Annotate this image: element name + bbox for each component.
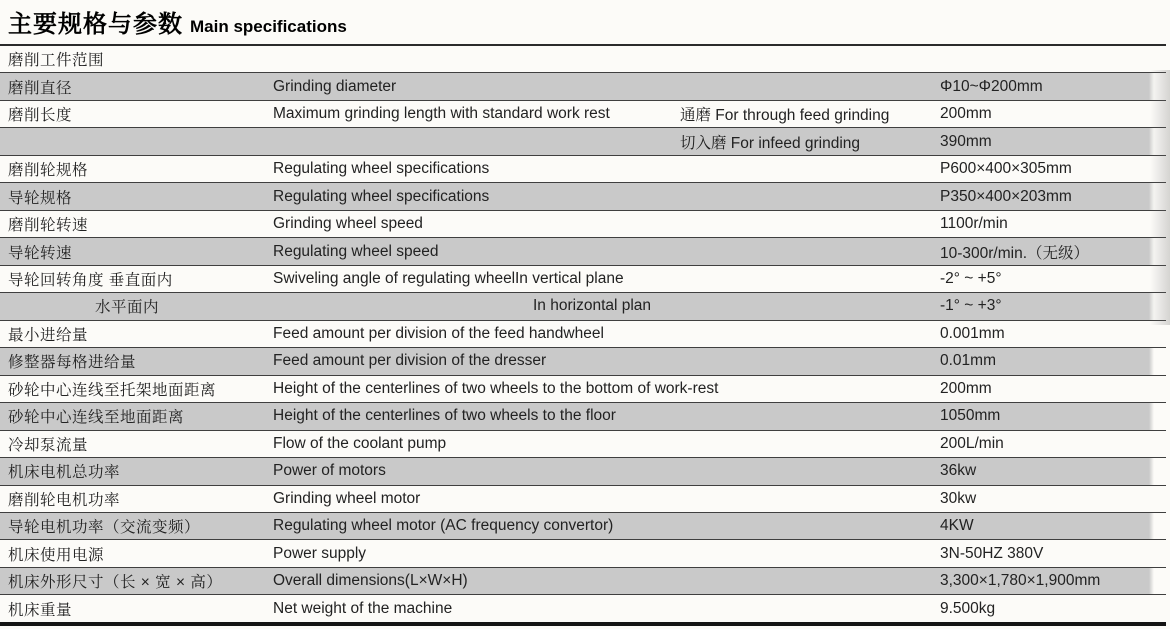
page-title-en: Main specifications: [190, 17, 347, 36]
spec-sub-label: 通磨 For through feed grinding: [680, 107, 890, 125]
spec-label-zh: 机床重量: [8, 601, 73, 619]
spec-label-en: Height of the centerlines of two wheels to the floor: [273, 407, 616, 425]
spec-label-zh: 修整器每格进给量: [8, 354, 137, 372]
spec-row: [0, 348, 1166, 375]
spec-value: 200mm: [940, 105, 992, 123]
spec-value: 3,300×1,780×1,900mm: [940, 572, 1101, 590]
spec-label-zh: 导轮电机功率（交流变频）: [8, 519, 201, 537]
spec-value: 0.01mm: [940, 352, 996, 370]
spec-value: 1050mm: [940, 407, 1001, 425]
spec-row: [0, 73, 1166, 100]
specifications-table: [0, 44, 1166, 626]
spec-row: [0, 403, 1166, 430]
spec-row: [0, 458, 1166, 485]
spec-row: [0, 376, 1166, 403]
spec-row: [0, 211, 1166, 238]
spec-row: [0, 183, 1166, 210]
spec-label-en: Power supply: [273, 544, 367, 562]
spec-value: 10-300r/min.（无级）: [940, 244, 1090, 262]
spec-row: [0, 46, 1166, 73]
spec-label-en: Overall dimensions(L×W×H): [273, 572, 468, 590]
spec-label-zh: 水平面内: [95, 299, 160, 317]
spec-label-zh: 砂轮中心连线至托架地面距离: [8, 381, 217, 399]
spec-label-en: Net weight of the machine: [273, 599, 453, 617]
spec-label-en: Feed amount per division of the dresser: [273, 352, 547, 370]
spec-value: 4KW: [940, 517, 974, 535]
spec-row: [0, 513, 1166, 540]
spec-label-en: Regulating wheel specifications: [273, 187, 490, 205]
spec-value: 390mm: [940, 132, 992, 150]
spec-row: [0, 431, 1166, 458]
spec-row: [0, 540, 1166, 567]
spec-label-en: Flow of the coolant pump: [273, 434, 447, 452]
spec-label-zh: 冷却泵流量: [8, 436, 89, 454]
spec-row: [0, 321, 1166, 348]
spec-label-en: Maximum grinding length with standard work rest: [273, 105, 610, 123]
spec-value: 36kw: [940, 462, 977, 480]
spec-sub-label: In horizontal plan: [533, 297, 652, 315]
spec-label-zh: 磨削长度: [8, 107, 73, 125]
spec-label-zh: 砂轮中心连线至地面距离: [8, 409, 185, 427]
spec-row: [0, 238, 1166, 265]
spec-label-en: Regulating wheel motor (AC frequency convertor): [273, 517, 614, 535]
spec-row: [0, 293, 1166, 320]
spec-label-zh: 磨削轮转速: [8, 217, 89, 235]
spec-row: [0, 156, 1166, 183]
page-title: [8, 4, 347, 39]
spec-sub-label: 切入磨 For infeed grinding: [680, 134, 861, 152]
spec-value: 0.001mm: [940, 324, 1005, 342]
spec-label-zh: 最小进给量: [8, 326, 89, 344]
spec-value: 1100r/min: [940, 215, 1008, 233]
spec-value: Φ10~Φ200mm: [940, 77, 1043, 95]
spec-label-zh: 磨削直径: [8, 79, 73, 97]
spec-label-zh: 磨削工件范围: [8, 52, 105, 70]
spec-row: [0, 266, 1166, 293]
spec-label-en: Height of the centerlines of two wheels to the bottom of work-rest: [273, 379, 719, 397]
spec-value: 200L/min: [940, 434, 1004, 452]
spec-value: 30kw: [940, 489, 977, 507]
spec-label-zh: 导轮回转角度 垂直面内: [8, 271, 173, 289]
spec-label-zh: 磨削轮规格: [8, 162, 89, 180]
spec-label-zh: 导轮规格: [8, 189, 73, 207]
spec-label-en: Regulating wheel specifications: [273, 160, 490, 178]
spec-label-en: Grinding wheel speed: [273, 215, 423, 233]
spec-label-en: Swiveling angle of regulating wheel: [273, 269, 516, 287]
spec-sub-label: In vertical plane: [515, 269, 624, 287]
spec-value: P600×400×305mm: [940, 160, 1072, 178]
spec-label-zh: 机床电机总功率: [8, 464, 121, 482]
spec-label-en: Grinding wheel motor: [273, 489, 421, 507]
spec-value: 200mm: [940, 379, 992, 397]
spec-label-en: Power of motors: [273, 462, 386, 480]
spec-value: P350×400×203mm: [940, 187, 1072, 205]
spec-value: 9.500kg: [940, 599, 996, 617]
spec-label-en: Feed amount per division of the feed handwheel: [273, 324, 604, 342]
spec-row: [0, 595, 1166, 621]
spec-row: [0, 568, 1166, 595]
spec-label-zh: 磨削轮电机功率: [8, 491, 121, 509]
spec-label-en: Grinding diameter: [273, 77, 397, 95]
spec-label-zh: 机床外形尺寸（长 × 宽 × 高）: [8, 574, 223, 592]
spec-row: [0, 128, 1166, 155]
page-title-zh: 主要规格与参数: [8, 11, 183, 38]
spec-label-zh: 机床使用电源: [8, 546, 105, 564]
spec-value: 3N-50HZ 380V: [940, 544, 1044, 562]
spec-value: -1° ~ +3°: [940, 297, 1002, 315]
spec-label-en: Regulating wheel speed: [273, 242, 439, 260]
spec-row: [0, 486, 1166, 513]
spec-label-zh: 导轮转速: [8, 244, 73, 262]
spec-row: [0, 101, 1166, 128]
spec-value: -2° ~ +5°: [940, 269, 1002, 287]
